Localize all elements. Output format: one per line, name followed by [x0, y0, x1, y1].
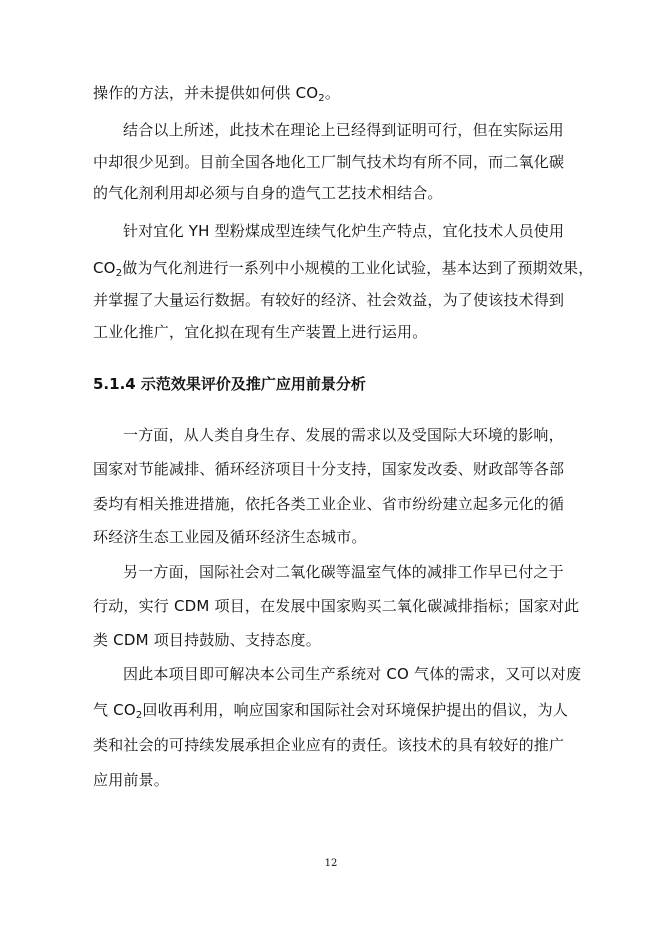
paragraph-line: [93, 258, 593, 284]
text-span: CO: [93, 259, 116, 277]
text-span: 气 CO: [93, 701, 136, 719]
page-number: 12: [324, 858, 338, 869]
paragraph-line: [93, 700, 593, 726]
paragraph-line: [93, 83, 593, 109]
paragraph-line: 国家对节能减排、循环经济项目十分支持，国家发改委、财政部等各部: [93, 460, 565, 478]
paragraph-line: 并掌握了大量运行数据。有较好的经济、社会效益，为了使该技术得到: [93, 291, 565, 309]
paragraph-line: 中却很少见到。目前全国各地化工厂制气技术均有所不同，而二氧化碳: [93, 153, 565, 171]
subscript: 2: [115, 268, 123, 279]
paragraph-line: 因此本项目即可解决本公司生产系统对 CO 气体的需求，又可以对废: [123, 665, 582, 683]
section-heading: 5.1.4 示范效果评价及推广应用前景分析: [93, 375, 366, 393]
paragraph-line: 结合以上所述，此技术在理论上已经得到证明可行，但在实际运用: [123, 121, 564, 139]
subscript: 2: [318, 93, 325, 104]
paragraph-line: 针对宜化 YH 型粉煤成型连续气化炉生产特点，宜化技术人员使用: [123, 222, 565, 240]
paragraph-line: 工业化推广，宜化拟在现有生产装置上进行运用。: [93, 323, 428, 341]
subscript: 2: [135, 710, 143, 721]
paragraph-line: 一方面，从人类自身生存、发展的需求以及受国际大环境的影响，: [123, 426, 564, 444]
paragraph-line: 环经济生态工业园及循环经济生态城市。: [93, 528, 367, 546]
paragraph-line: 类和社会的可持续发展承担企业应有的责任。该技术的具有较好的推广: [93, 736, 565, 754]
paragraph-line: 应用前景。: [93, 771, 170, 789]
paragraph-line: 委均有相关推进措施，依托各类工业企业、省市纷纷建立起多元化的循: [93, 495, 565, 513]
paragraph-line: 另一方面，国际社会对二氧化碳等温室气体的减排工作早已付之于: [123, 563, 564, 581]
text-span: 操作的方法，并未提供如何供 CO: [93, 84, 319, 102]
paragraph-line: 的气化剂利用却必须与自身的造气工艺技术相结合。: [93, 184, 443, 202]
paragraph-line: 行动，实行 CDM 项目，在发展中国家购买二氧化碳减排指标；国家对此: [93, 597, 580, 615]
paragraph-line: 类 CDM 项目持鼓励、支持态度。: [93, 631, 321, 649]
text-span: 回收再利用，响应国家和国际社会对环境保护提出的倡议，为人: [142, 701, 569, 719]
text-span: 做为气化剂进行一系列中小规模的工业化试验，基本达到了预期效果，: [122, 259, 594, 277]
text-span: 。: [324, 84, 341, 102]
